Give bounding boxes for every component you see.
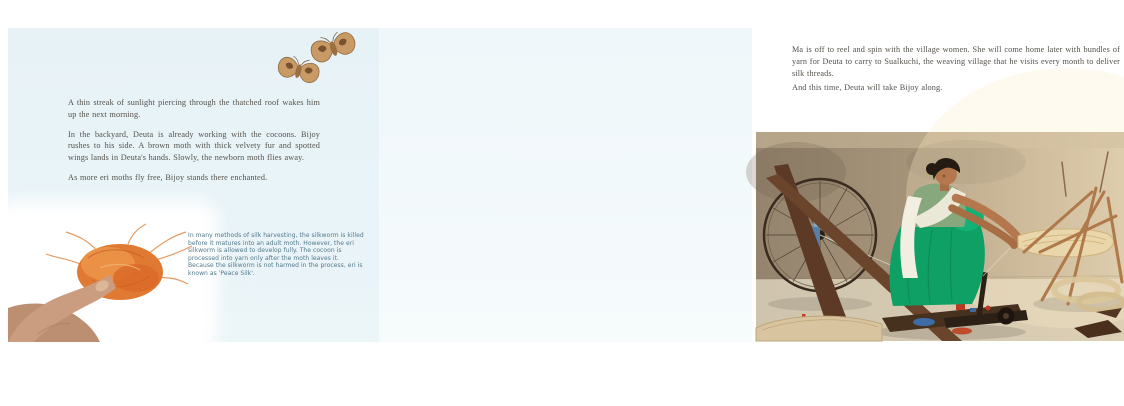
paragraph: Ma is off to reel and spin with the village women. She will come home later with bundles of yarn for Deuta to carry to Sualkuchi, the weaving village that he visits every month to deliver silk threads. [792, 45, 1120, 78]
spinning-woman-photo [756, 132, 1124, 341]
red-sandal [952, 328, 972, 335]
left-page-story-text [68, 97, 320, 192]
spinning-scene-illustration [756, 132, 1124, 341]
left-page [8, 28, 379, 342]
paragraph: And this time, Deuta will take Bijoy along. [792, 83, 943, 93]
paragraph: A thin streak of sunlight piercing through the thatched roof wakes him up the next morning. [68, 98, 320, 119]
paragraph: As more eri moths fly free, Bijoy stands there enchanted. [68, 172, 268, 182]
right-page [379, 28, 1120, 342]
hand-cocoon-illustration [8, 214, 204, 342]
book-spread [8, 28, 1120, 342]
peace-silk-caption: In many methods of silk harvesting, the silkworm is killed before it matures into an adult moth. However, the eri silkworm is allowed to develop fully. The cocoon is processed into yarn only after the moth leaves it. Because the silkworm is not harmed in the process, eri is known as 'Peace Silk'. [188, 232, 364, 277]
hand-cocoon-photo [8, 214, 204, 342]
paragraph: In the backyard, Deuta is already working with the cocoons. Bijoy rushes to his side. A brown moth with thick velvety fur and spotted wings lands in Deuta's hands. Slowly, the newborn moth flies away. [68, 129, 320, 163]
blue-sandal [913, 318, 935, 326]
